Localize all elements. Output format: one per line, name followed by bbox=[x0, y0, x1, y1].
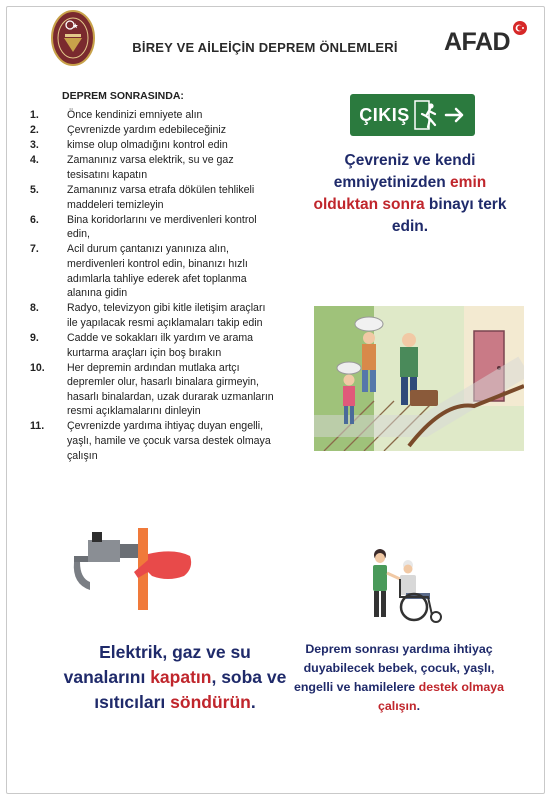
exit-callout-text: Çevreniz ve kendi emniyetinizden bbox=[333, 152, 476, 191]
turkish-flag-icon bbox=[513, 21, 527, 35]
valves-callout-highlight-extinguish: söndürün bbox=[170, 692, 251, 712]
step-text: Zamanınız varsa etrafa dökülen tehlikeli maddeleri temizleyin bbox=[67, 183, 255, 211]
step-number: 9. bbox=[30, 331, 39, 344]
list-item bbox=[30, 153, 278, 182]
list-item bbox=[30, 183, 278, 212]
step-number: 3. bbox=[30, 139, 39, 152]
step-number: 6. bbox=[30, 213, 39, 226]
step-number: 11. bbox=[30, 420, 45, 433]
step-text: Cadde ve sokakları ilk yardım ve arama kurtarma araçları için boş bırakın bbox=[67, 331, 254, 359]
help-callout-highlight: destek olmaya çalışın bbox=[377, 680, 505, 713]
step-text: Radyo, televizyon gibi kitle iletişim araçları ile yapılacak resmi açıklamaları takip edin bbox=[67, 302, 266, 329]
step-text: Çevrenizde yardım edebileceğiniz bbox=[67, 124, 226, 137]
valves-callout-highlight-close: kapatın bbox=[150, 667, 212, 687]
list-item bbox=[30, 123, 278, 138]
list-item bbox=[30, 138, 278, 153]
step-number: 7. bbox=[30, 243, 39, 256]
step-number: 10. bbox=[30, 361, 45, 374]
afad-logo: AFAD bbox=[444, 28, 511, 56]
valves-callout-text-end: . bbox=[250, 692, 256, 712]
list-item bbox=[30, 331, 278, 360]
institution-seal-icon bbox=[50, 8, 96, 68]
exit-sign-label: ÇIKIŞ bbox=[359, 104, 410, 125]
valves-callout bbox=[60, 640, 290, 715]
step-text: Acil durum çantanızı yanınıza alın, merdivenleri kontrol edin, binanızı hızlı adımlarla tahliye ederek afet toplanma alanına gidin bbox=[67, 243, 248, 300]
help-callout-text: Deprem sonrası yardıma ihtiyaç duyabilecek bebek, çocuk, yaşlı, engelli ve hamilelere bbox=[293, 642, 495, 694]
step-number: 4. bbox=[30, 154, 39, 167]
valves-callout-text-mid: , soba ve ısıtıcıları bbox=[94, 667, 287, 712]
list-item bbox=[30, 213, 278, 242]
exit-sign bbox=[350, 94, 475, 136]
help-callout bbox=[292, 640, 506, 716]
arrow-right-icon bbox=[444, 106, 466, 124]
step-text: Çevrenizde yardıma ihtiyaç duyan engelli, yaşlı, hamile ve çocuk varsa destek olmaya çalışın bbox=[67, 420, 271, 462]
help-callout-text-end: . bbox=[416, 699, 421, 713]
list-item bbox=[30, 361, 278, 419]
step-text: kimse olup olmadığını kontrol edin bbox=[67, 139, 228, 152]
exit-callout-highlight: emin olduktan sonra bbox=[313, 174, 487, 213]
step-text: Her depremin ardından mutlaka artçı depremler olur, hasarlı binalara girmeyin, hasarlı binalardan, uzak durarak uzmanların resmi açıklamalarını dinleyin bbox=[67, 361, 274, 418]
list-item bbox=[30, 419, 278, 463]
section-heading: DEPREM SONRASINDA: bbox=[62, 90, 184, 102]
list-item bbox=[30, 301, 278, 330]
step-number: 1. bbox=[30, 109, 39, 121]
caregiver-wheelchair-illustration bbox=[366, 545, 456, 625]
valves-callout-text: Elektrik, gaz ve su vanalarını bbox=[63, 642, 251, 687]
document-title: BİREY VE AİLEİÇİN DEPREM ÖNLEMLERİ bbox=[132, 40, 398, 55]
step-number: 5. bbox=[30, 183, 39, 196]
list-item bbox=[30, 108, 278, 123]
step-number: 8. bbox=[30, 302, 39, 315]
exit-callout bbox=[300, 150, 520, 238]
exit-callout-text-end: binayı terk edin. bbox=[391, 196, 507, 235]
step-text: Önce kendinizi emniyete alın bbox=[67, 109, 203, 121]
step-number: 2. bbox=[30, 124, 39, 137]
family-evacuating-stairs-illustration bbox=[314, 306, 524, 451]
hand-closing-valve-illustration bbox=[68, 528, 198, 610]
step-text: Zamanınız varsa elektrik, su ve gaz tesisatını kapatın bbox=[67, 154, 234, 181]
step-text: Bina koridorlarını ve merdivenleri kontrol edin, bbox=[67, 213, 257, 241]
steps-list bbox=[30, 108, 278, 464]
list-item bbox=[30, 242, 278, 300]
running-person-icon bbox=[414, 100, 440, 130]
